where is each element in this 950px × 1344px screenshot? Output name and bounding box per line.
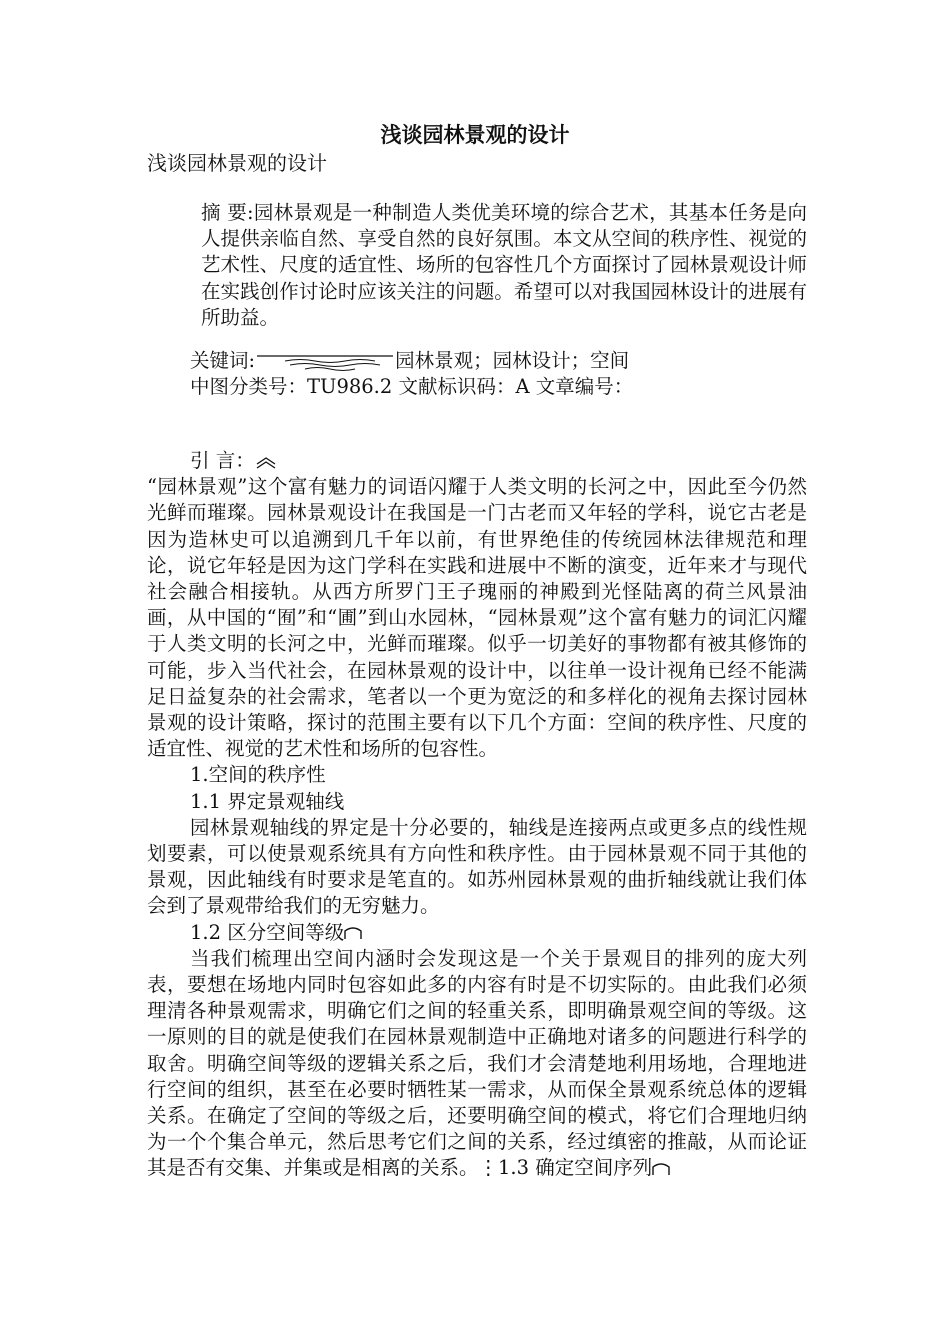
keywords-text: 园林景观；园林设计；空间 <box>395 349 630 372</box>
section-heading: 1.空间的秩序性 <box>190 763 326 787</box>
abstract-text: 摘 要:园林景观是一种制造人类优美环境的综合艺术，其基本任务是向人提供亲临自然、享受自然的良好氛围。本文从空间的秩序性、视觉的艺术性、尺度的适宜性、场所的包容性几个方面探讨了园林景观设计师在实践创作讨论时应该关注的问题。希望可以对我国园林设计的进展有所助益。 <box>201 201 807 329</box>
squiggle-mark-icon <box>255 352 395 372</box>
separator-mark: ⋮ <box>478 1156 499 1180</box>
paragraph-1-2-text: 当我们梳理出空间内涵时会发现这是一个关于景观目的排列的庞大列表，要想在场地内同时包容如此多的内容有时是不切实际的。由此我们必须理清各种景观需求，明确它们之间的轻重关系，即明确景观空间的等级。这一原则的目的就是使我们在园林景观制造中正确地对诸多的问题进行科学的取舍。明确空间等级的逻辑关系之后，我们才会清楚地利用场地，合理地进行空间的组织，甚至在必要时牺牲某一需求，从而保全景观系统总体的逻辑关系。在确定了空间的等级之后，还要明确空间的模式，将它们合理地归纳为一个个集合单元，然后思考它们之间的关系，经过缜密的推敲，从而论证其是否有交集、并集或是相离的关系。 <box>147 946 807 1180</box>
body-text <box>147 448 807 1182</box>
keywords-label: 关键词: <box>190 349 256 372</box>
intro-heading-line <box>147 448 807 474</box>
subsection-heading: 1.2 区分空间等级 <box>190 920 345 944</box>
subsection-heading: 1.3 确定空间序列 <box>498 1156 653 1180</box>
paragraph-1-2 <box>147 946 807 1182</box>
intro-paragraph: “园林景观”这个富有魅力的词语闪耀于人类文明的长河之中，因此至今仍然光鲜而璀璨。园林景观设计在我国是一门古老而又年轻的学科，说它古老是因为造林史可以追溯到几千年以前，有世界绝佳的传统园林法律规范和理论，说它年轻是因为这门学科在实践和进展中不断的演变，近年来才与现代社会融合相接轨。从西方所罗门王子瑰丽的神殿到光怪陆离的荷兰风景油画，从中国的“囿”和“圃”到山水园林，“园林景观”这个富有魅力的词汇闪耀于人类文明的长河之中，光鲜而璀璨。似乎一切美好的事物都有被其修饰的可能，步入当代社会，在园林景观的设计中，以往单一设计视角已经不能满足日益复杂的社会需求，笔者以一个更为宽泛的和多样化的视角去探讨园林景观的设计策略，探讨的范围主要有以下几个方面：空间的秩序性、尺度的适宜性、视觉的艺术性和场所的包容性。 <box>147 475 807 761</box>
keywords-line <box>147 348 807 374</box>
classification-line: 中图分类号：TU986.2 文献标识码：A 文章编号： <box>190 375 634 399</box>
document-subtitle: 浅谈园林景观的设计 <box>147 151 327 175</box>
subsection-heading-line <box>147 920 807 946</box>
intro-heading: 引 言： <box>190 449 255 472</box>
caret-mark-icon <box>255 454 277 470</box>
document-title: 浅谈园林景观的设计 <box>380 122 570 147</box>
paragraph-1-1: 园林景观轴线的界定是十分必要的，轴线是连接两点或更多点的线性规划要素，可以使景观系统具有方向性和秩序性。由于园林景观不同于其他的景观，因此轴线有时要求是笔直的。如苏州园林景观的曲折轴线就让我们体会到了景观带给我们的无穷魅力。 <box>147 815 807 918</box>
abstract <box>147 200 807 331</box>
keywords-block <box>147 348 807 400</box>
bracket-mark-icon <box>344 925 362 941</box>
subsection-heading: 1.1 界定景观轴线 <box>190 789 345 813</box>
bracket-mark-icon <box>652 1161 670 1177</box>
